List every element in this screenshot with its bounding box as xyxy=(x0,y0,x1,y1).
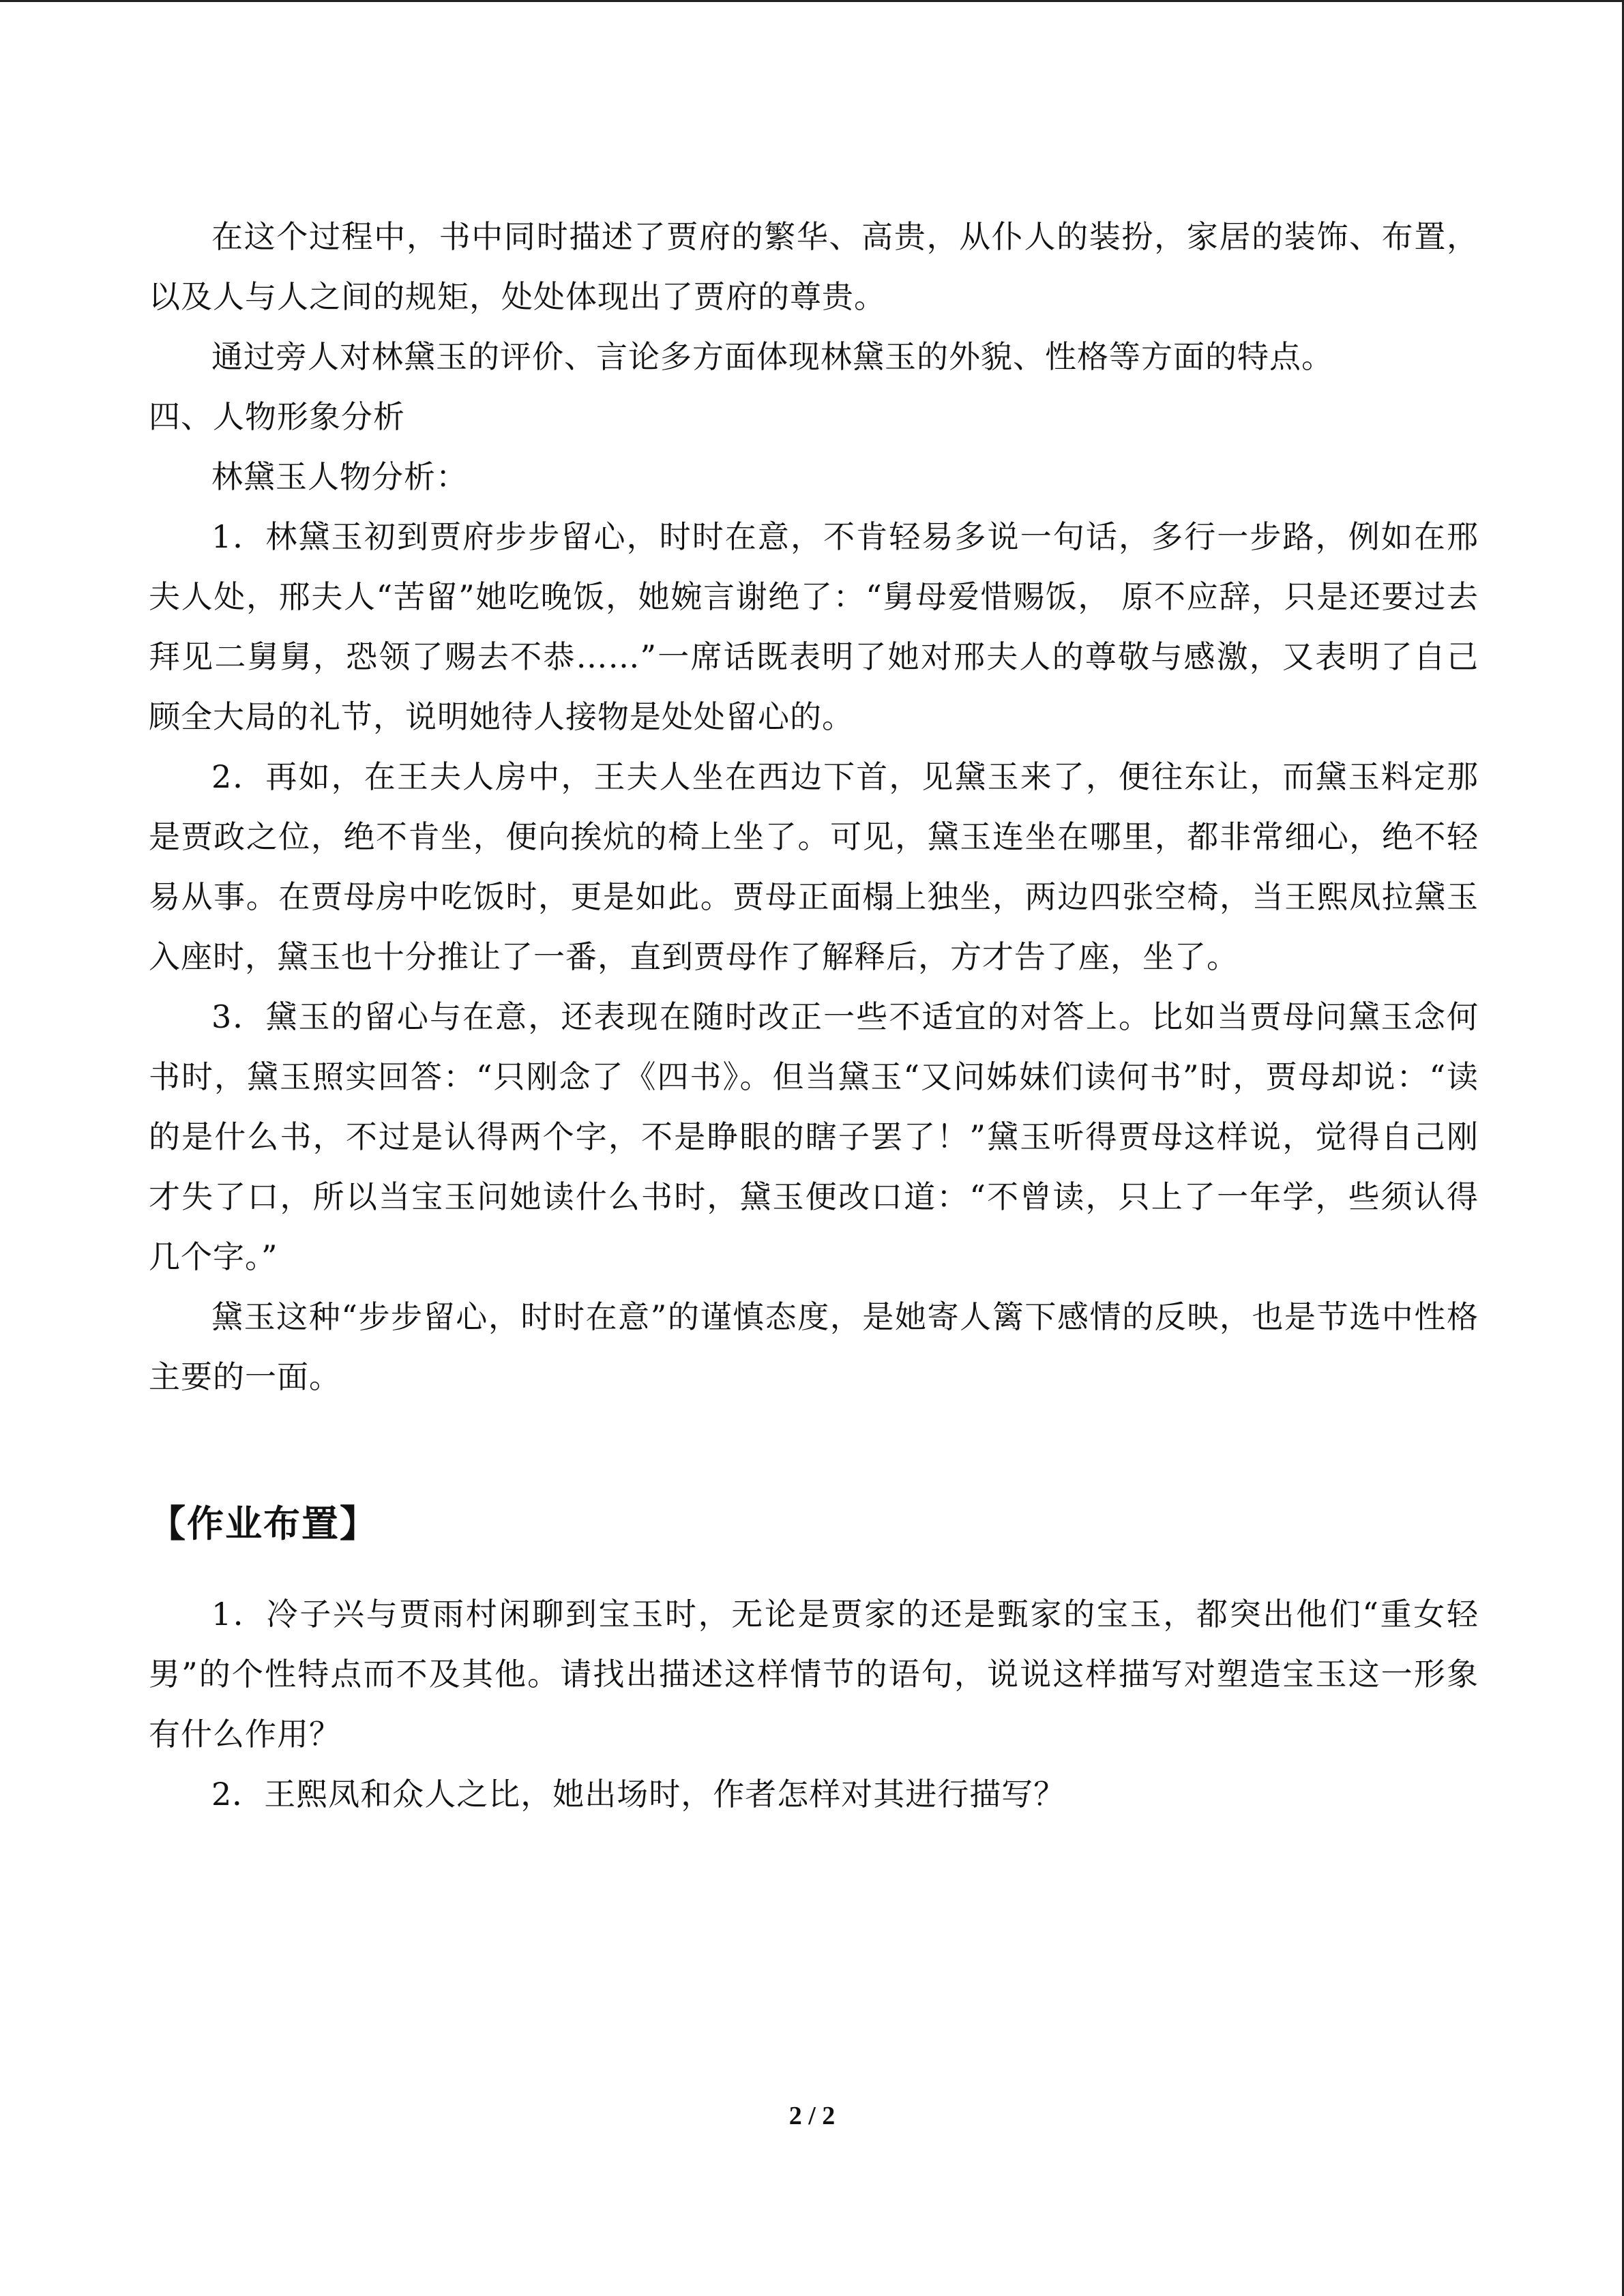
homework-section-title: 【作业布置】 xyxy=(149,1502,378,1545)
homework-question-2: 2．王熙凤和众人之比，她出场时，作者怎样对其进行描写？ xyxy=(211,1776,1066,1813)
paragraph-jia-mansion: 在这个过程中，书中同时描述了贾府的繁华、高贵，从仆人的装扮，家居的装饰、布置，以及人与人之间的规矩，处处体现出了贾府的尊贵。 xyxy=(149,218,1479,315)
subheading-lin-daiyu-analysis: 林黛玉人物分析： xyxy=(211,458,468,495)
page-number: 2 / 2 xyxy=(788,2102,836,2130)
analysis-point-1: 1．林黛玉初到贾府步步留心，时时在意，不肯轻易多说一句话，多行一步路，例如在邢夫人处，邢夫人“苦留”她吃晚饭，她婉言谢绝了：“舅母爱惜赐饭， 原不应辞，只是还要过去拜见二舅舅，恐领了赐去不恭……”一席话既表明了她对邢夫人的尊敬与感激，又表明了自己顾全大局的礼节，说明她待人接物是处处留心的。 xyxy=(149,518,1479,735)
paragraph-others-evaluation: 通过旁人对林黛玉的评价、言论多方面体现林黛玉的外貌、性格等方面的特点。 xyxy=(211,338,1333,375)
homework-question-1: 1．冷子兴与贾雨村闲聊到宝玉时，无论是贾家的还是甄家的宝玉，都突出他们“重女轻男”的个性特点而不及其他。请找出描述这样情节的语句，说说这样描写对塑造宝玉这一形象有什么作用？ xyxy=(149,1596,1479,1753)
analysis-point-2: 2．再如，在王夫人房中，王夫人坐在西边下首，见黛玉来了，便往东让，而黛玉料定那是贾政之位，绝不肯坐，便向挨炕的椅上坐了。可见，黛玉连坐在哪里，都非常细心，绝不轻易从事。在贾母房中吃饭时，更是如此。贾母正面榻上独坐，两边四张空椅，当王熙凤拉黛玉入座时，黛玉也十分推让了一番，直到贾母作了解释后，方才告了座，坐了。 xyxy=(149,758,1479,975)
section-heading-character-analysis: 四、人物形象分析 xyxy=(149,398,405,435)
analysis-point-3: 3．黛玉的留心与在意，还表现在随时改正一些不适宜的对答上。比如当贾母问黛玉念何书时，黛玉照实回答：“只刚念了《四书》。但当黛玉“又问姊妹们读何书”时，贾母却说：“读的是什么书，不过是认得两个字，不是睁眼的瞎子罢了！”黛玉听得贾母这样说，觉得自己刚才失了口，所以当宝玉问她读什么书时，黛玉便改口道：“不曾读，只上了一年学，些须认得几个字。” xyxy=(149,998,1479,1275)
page-content xyxy=(149,207,1479,1824)
analysis-conclusion: 黛玉这种“步步留心，时时在意”的谨慎态度，是她寄人篱下感情的反映，也是节选中性格主要的一面。 xyxy=(149,1298,1479,1395)
